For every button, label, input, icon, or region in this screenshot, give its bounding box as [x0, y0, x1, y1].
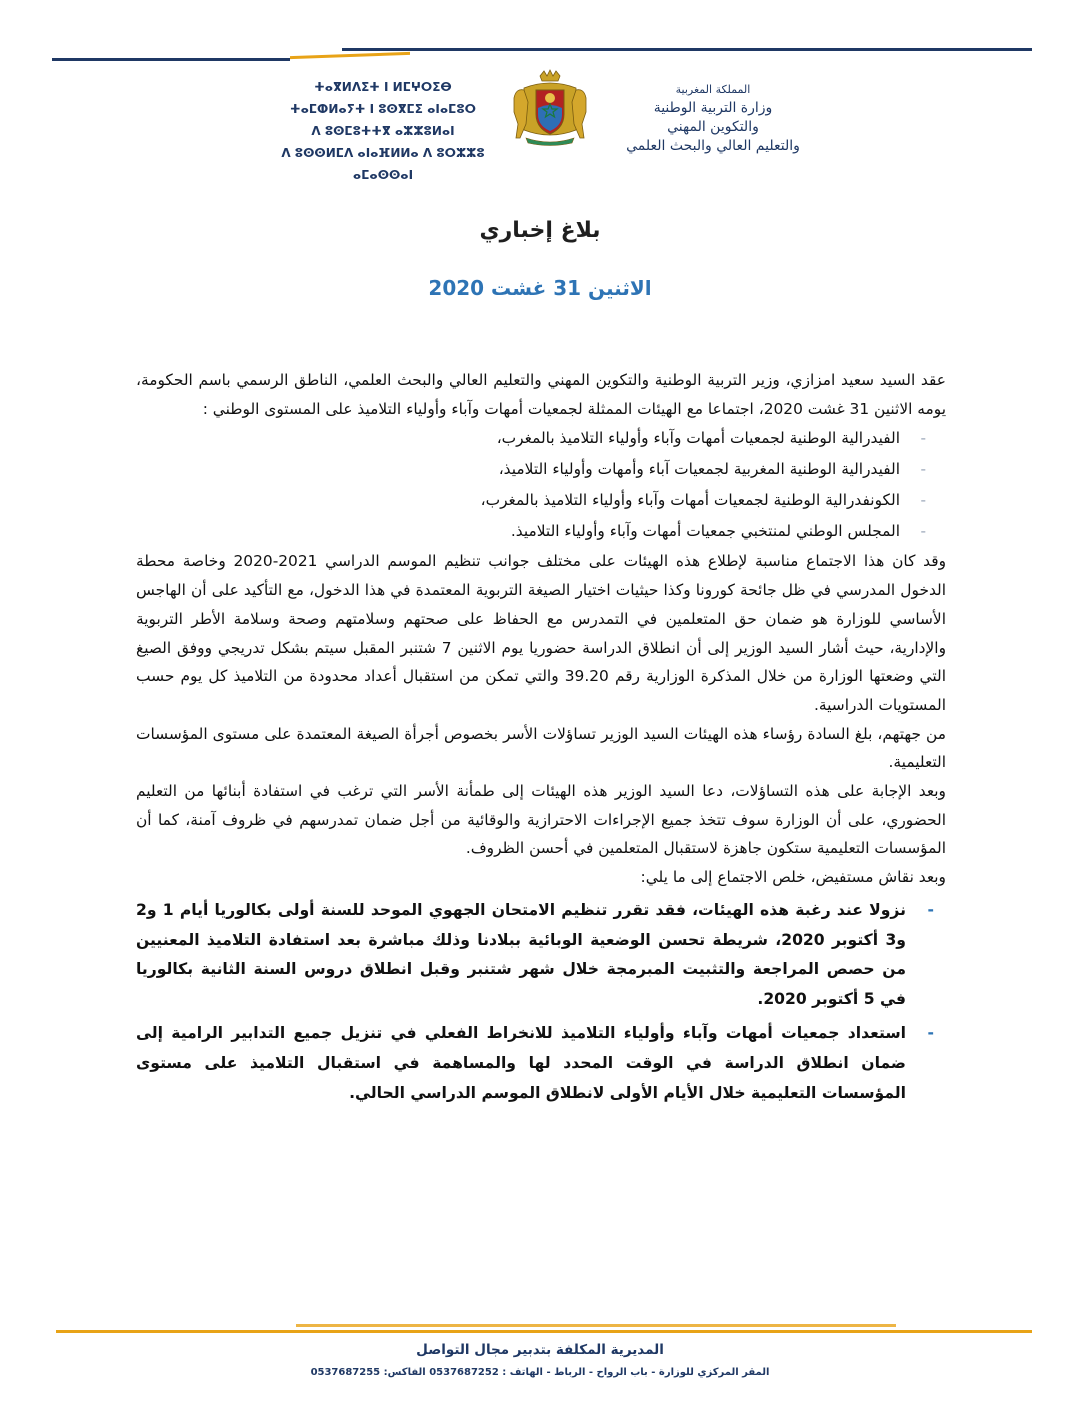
moroccan-coat-of-arms-icon: [510, 68, 590, 148]
footer-department: المديرية المكلفة بتدبير مجال التواصل: [416, 1342, 664, 1358]
arabic-line-training: والتكوين المهني: [667, 119, 759, 135]
arabic-ministry-name: [598, 80, 828, 156]
footer-rule: [56, 1324, 1032, 1338]
tifinagh-line: ⵜⴰⴳⵍⴷⵉⵜ ⵏ ⵍⵎⵖⵔⵉⴱ: [314, 80, 452, 94]
intro-paragraph: عقد السيد سعيد امزازي، وزير التربية الوطنية والتكوين المهني والتعليم العالي والبحث العلمي، الناطق الرسمي باسم الحكومة، يومه الاثنين 31 غشت 2020، اجتماعا مع الهيئات الممثلة لجمعيات أمهات وآباء وأولياء التلاميذ على المستوى الوطني :: [136, 371, 946, 418]
footer-rule-line: [56, 1330, 1032, 1333]
list-item: - الفيدرالية الوطنية المغربية لجمعيات آباء وأمهات وأولياء التلاميذ،: [136, 454, 926, 485]
tifinagh-line: ⵜⴰⵎⵀⵍⴰⵢⵜ ⵏ ⵓⵙⴳⵎⵉ ⴰⵏⴰⵎⵓⵔ: [290, 102, 476, 116]
document-date: الاثنين 31 غشت 2020: [428, 276, 652, 300]
tifinagh-line: ⴷ ⵓⵙⵙⵍⵎⴷ ⴰⵏⴰⴼⵍⵍⴰ ⴷ ⵓⵔⵣⵣⵓ ⴰⵎⴰⵙⵙⴰⵏ: [281, 146, 485, 182]
header-rule-left: [52, 58, 290, 61]
paragraph-meeting-purpose: وقد كان هذا الاجتماع مناسبة لإطلاع هذه الهيئات على مختلف جوانب تنظيم الموسم الدراسي 2021-2020 وخاصة محطة الدخول المدرسي في ظل جائحة كورونا وكذا حيثيات اختيار الصيغة التربوية المعتمدة في هذا الدخول، مع التأكيد على أن الهاجس الأساسي للوزارة هو ضمان حق المتعلمين في التمدرس مع الحفاظ على صحتهم وسلامتهم وصحة وسلامة الأطر التربوية والإدارية، حيث أشار السيد الوزير إلى أن انطلاق الدراسة حضوريا يوم الاثنين 7 شتنبر المقبل سيتم بشكل تدريجي ووفق الصيغ التي وضعتها الوزارة من خلال المذكرة الوزارية رقم 39.20 والتي تمكن من استقبال أعداد محدودة من التلاميذ كل يوم حسب المستويات الدراسية.: [136, 552, 947, 714]
arabic-line-kingdom: المملكة المغربية: [675, 83, 751, 96]
paragraph-reassurance: وبعد الإجابة على هذه التساؤلات، دعا السيد الوزير هذه الهيئات إلى طمأنة الأسر التي ترغب في استفادة أبنائها من التعليم الحضوري، على أن الوزارة سوف تتخذ جميع الإجراءات الاحترازية والوقائية من أجل ضمان تمدرسهم في ظروف آمنة، كما أن المؤسسات التعليمية ستكون جاهزة لاستقبال المتعلمين في أحسن الظروف.: [136, 782, 946, 858]
letterhead: [0, 62, 1080, 182]
list-item: - المجلس الوطني لمنتخبي جمعيات أمهات وآباء وأولياء التلاميذ.: [136, 516, 926, 547]
document-type-heading: بلاغ إخباري: [479, 218, 601, 243]
arabic-line-ministry: وزارة التربية الوطنية: [653, 100, 773, 116]
arabic-line-higher-ed: والتعليم العالي والبحث العلمي: [626, 138, 800, 154]
footer-contact-info: المقر المركزي للوزارة - باب الرواح - الرباط - الهاتف : 0537687252 الفاكس: 0537687255: [310, 1367, 770, 1378]
list-item: - نزولا عند رغبة هذه الهيئات، فقد تقرر تنظيم الامتحان الجهوي الموحد للسنة أولى بكالوريا أيام 1 و2 و3 أكتوبر 2020، شريطة تحسن الوضعية الوبائية ببلادنا وذلك مباشرة بعد استفادة التلاميذ المعنيين من حصص المراجعة والتثبيت المبرمجة خلال شهر شتنبر وقبل انطلاق دروس السنة الثانية بكالوريا في 5 أكتوبر 2020.: [136, 896, 946, 1015]
list-item: - الفيدرالية الوطنية لجمعيات أمهات وآباء وأولياء التلاميذ بالمغرب،: [136, 423, 926, 454]
paragraph-conclusion-intro: وبعد نقاش مستفيض، خلص الاجتماع إلى ما يلي:: [640, 868, 946, 887]
paragraph-questions: من جهتهم، بلغ السادة رؤساء هذه الهيئات السيد الوزير تساؤلات الأسر بخصوص أجرأة الصيغة المعتمدة على مستوى المؤسسات التعليمية.: [136, 724, 946, 772]
organizations-list: [136, 423, 946, 547]
tifinagh-line: ⴷ ⵓⵙⵎⵓⵜⵜⴳ ⴰⵣⵣⵓⵍⴰⵏ: [311, 124, 455, 138]
footer-rule-accent: [296, 1324, 896, 1327]
header-rule-right: [342, 48, 1032, 51]
decisions-list: [136, 896, 946, 1109]
list-item: - استعداد جمعيات أمهات وآباء وأولياء التلاميذ للانخراط الفعلي في تنزيل جميع التدابير الرامية إلى ضمان انطلاق الدراسة في الوقت المحدد لها والمساهمة في استقبال التلاميذ على مستوى المؤسسات التعليمية خلال الأيام الأولى لانطلاق الموسم الدراسي الحالي.: [136, 1019, 946, 1108]
header-rule: [52, 48, 1032, 62]
tifinagh-ministry-name: [268, 76, 498, 186]
list-item: - الكونفدرالية الوطنية لجمعيات أمهات وآباء وأولياء التلاميذ بالمغرب،: [136, 485, 926, 516]
header-rule-accent: [290, 52, 410, 59]
press-release-body: [136, 366, 946, 1112]
